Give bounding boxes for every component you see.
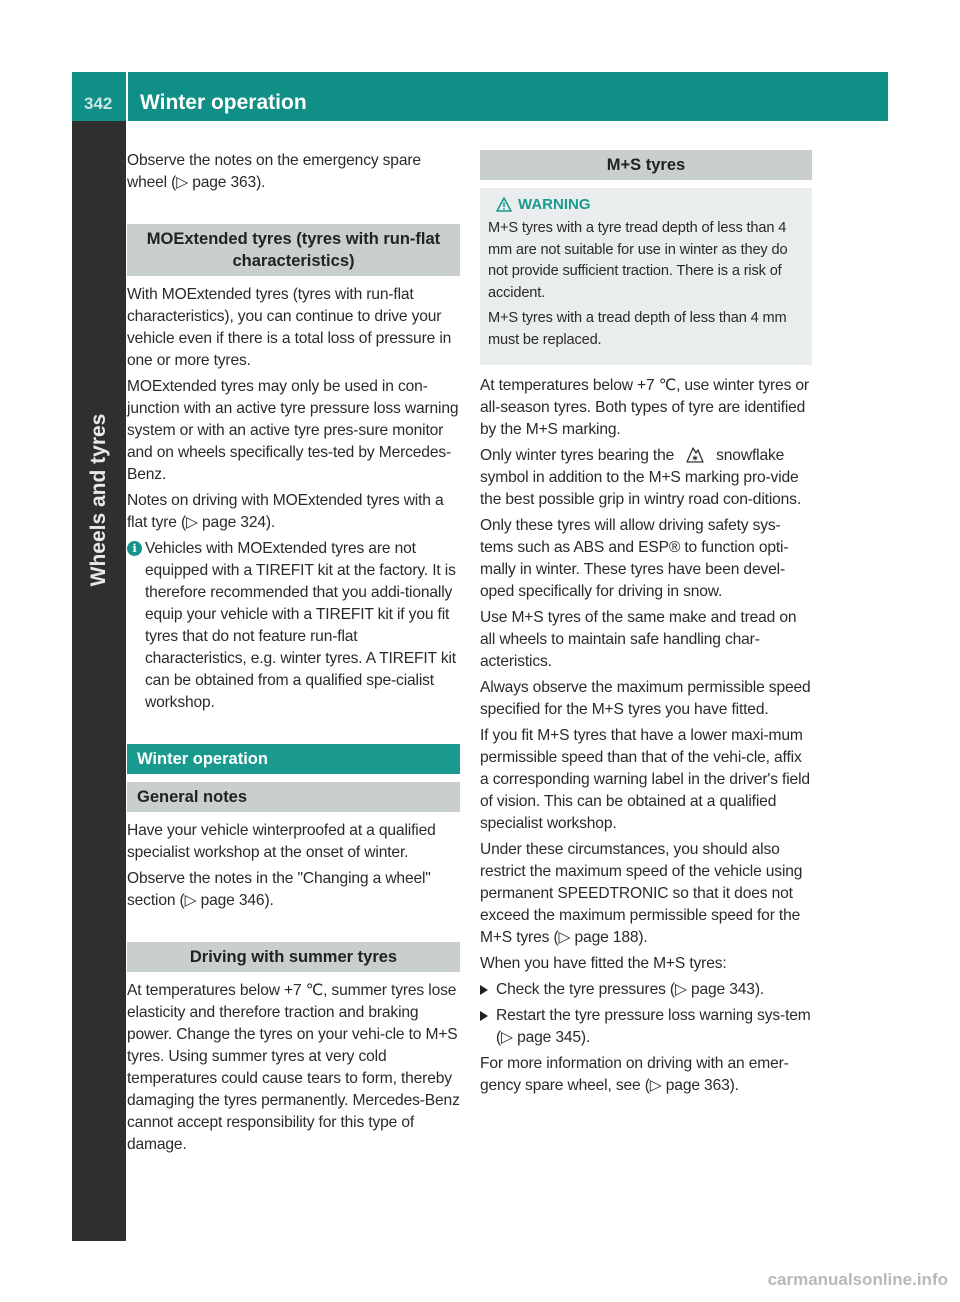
summer-paragraph: At temperatures below +7 ℃, summer tyres lose elasticity and therefore traction and braking power. Change the tyres on your vehi-cle to M+S tyres. Using summer tyres at very cold temperatures could cause tears to form, thereby damaging the tyres permanently. Mercedes-Benz cannot accept responsibility for this type of damage. (127, 982, 460, 1153)
warning-paragraph-2: M+S tyres with a tread depth of less than 4 mm must be replaced. (488, 310, 787, 348)
moextended-paragraph-2: MOExtended tyres may only be used in con-junction with an active tyre pressure loss warning system or with an active tyre pres-sure monitor and on wheels specifically tes-ted by Mercedes-Benz. (127, 378, 459, 483)
ms-paragraph-4: Use M+S tyres of the same make and tread on all wheels to maintain safe handling char-acteristics. (480, 609, 797, 670)
warning-paragraph-1: M+S tyres with a tyre tread depth of less than 4 mm are not suitable for use in winter as they do not provide sufficient traction. There is a risk of accident. (488, 220, 788, 301)
ms-paragraph-1: At temperatures below +7 ℃, use winter tyres or all-season tyres. Both types of tyre are identified by the M+S marking. (480, 377, 809, 438)
general-notes-heading: General notes (127, 782, 460, 812)
ms-paragraph-2-after: snowflake symbol in addition to the M+S marking pro-vide the best possible grip in wintry road con-ditions. (480, 447, 802, 508)
watermark: carmanualsonline.info (767, 1270, 948, 1289)
ms-paragraph-3: Only these tyres will allow driving safety sys-tems such as ABS and ESP® to function opti-mally in winter. These tyres have been devel-oped specifically for driving in snow. (480, 517, 789, 600)
header-divider (126, 72, 128, 121)
step-check-pressures (480, 979, 812, 1001)
page-title: Winter operation (140, 91, 307, 114)
ms-paragraph-8: When you have fitted the M+S tyres: (480, 955, 727, 972)
warning-label: WARNING (518, 196, 591, 213)
warning-box (480, 188, 812, 365)
ms-paragraph-2 (480, 445, 812, 511)
chapter-sidebar (72, 121, 126, 1241)
right-column (480, 150, 812, 1101)
warning-triangle-icon (496, 197, 512, 212)
ms-paragraph-5: Always observe the maximum permissible speed specified for the M+S tyres you have fitted. (480, 679, 811, 718)
warning-header (488, 194, 804, 216)
summer-tyres-heading: Driving with summer tyres (127, 942, 460, 972)
left-column (127, 150, 460, 1160)
ms-paragraph-9: For more information on driving with an emer-gency spare wheel, see (▷ page 363). (480, 1055, 789, 1094)
ms-paragraph-2-before: Only winter tyres bearing the (480, 447, 675, 464)
info-icon: i (127, 541, 142, 556)
moextended-paragraph-1: With MOExtended tyres (tyres with run-flat characteristics), you can continue to drive your vehicle even if there is a total loss of pressure in one or more tyres. (127, 286, 452, 369)
page-header (72, 72, 888, 121)
page-number: 342 (84, 94, 113, 113)
ms-paragraph-6: If you fit M+S tyres that have a lower maxi-mum permissible speed than that of the vehi-cle, affix a corresponding warning label in the driver's field of vision. This can be obtained at a qualified specialist workshop. (480, 727, 810, 832)
general-paragraph-2: Observe the notes in the "Changing a wheel" section (▷ page 346). (127, 870, 431, 909)
general-paragraph-1: Have your vehicle winterproofed at a qualified specialist workshop at the onset of winter. (127, 822, 436, 861)
ms-paragraph-7: Under these circumstances, you should also restrict the maximum speed of the vehicle using permanent SPEEDTRONIC so that it does not exceed the maximum permissible speed for the M+S tyres (▷ page 188). (480, 841, 803, 946)
step-arrow-icon (480, 985, 488, 995)
step-2-text: Restart the tyre pressure loss warning sys-tem (▷ page 345). (496, 1007, 811, 1046)
chapter-label: Wheels and tyres (87, 413, 110, 587)
winter-operation-heading: Winter operation (127, 744, 460, 774)
mountain-snowflake-icon (686, 445, 704, 463)
moextended-heading: MOExtended tyres (tyres with run-flat characteristics) (127, 224, 460, 276)
moextended-paragraph-3: Notes on driving with MOExtended tyres with a flat tyre (▷ page 324). (127, 492, 444, 531)
info-note-text: Vehicles with MOExtended tyres are not equipped with a TIREFIT kit at the factory. It is therefore recommended that you addi-tionally equip your vehicle with a TIREFIT kit if you fit tyres that do not feature run-flat characteristics, e.g. winter tyres. A TIREFIT kit can be obtained from a qualified spe-cialist workshop. (145, 540, 456, 711)
intro-paragraph: Observe the notes on the emergency spare wheel (▷ page 363). (127, 152, 421, 191)
step-arrow-icon (480, 1011, 488, 1021)
info-note (127, 538, 460, 714)
step-restart-warning (480, 1005, 812, 1049)
ms-tyres-heading: M+S tyres (480, 150, 812, 180)
step-1-text: Check the tyre pressures (▷ page 343). (496, 981, 765, 998)
